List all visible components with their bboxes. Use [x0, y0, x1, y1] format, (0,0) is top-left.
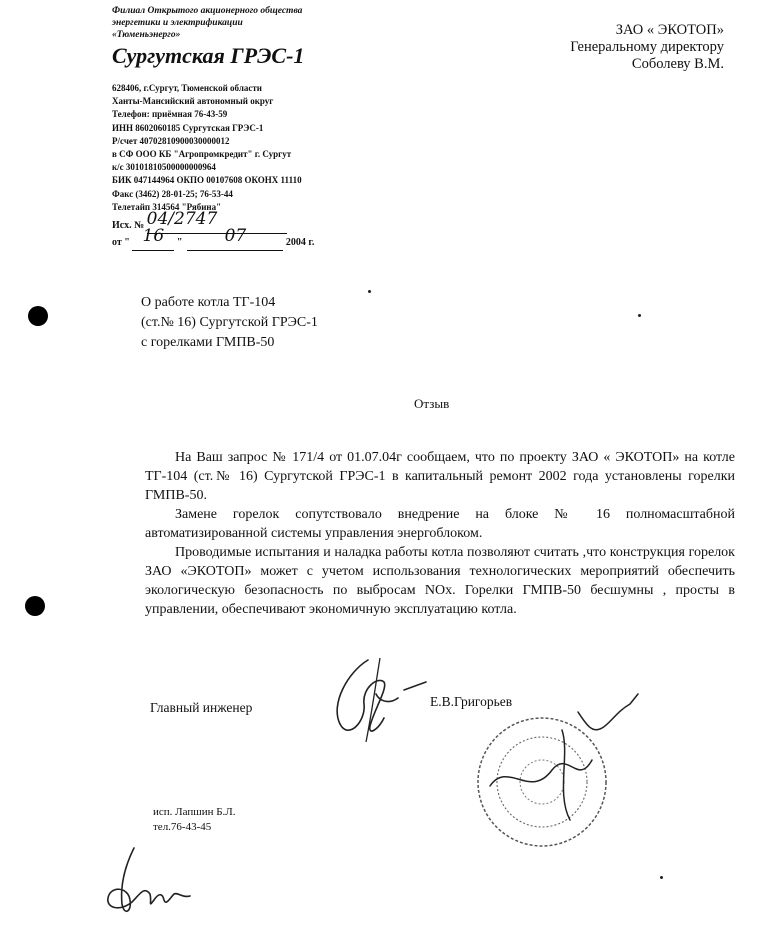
recipient-block [570, 22, 724, 73]
recipient-line: Генеральному директору [570, 39, 724, 55]
sender-detail-line: в СФ ООО КБ "Агропромкредит" г. Сургут [112, 149, 292, 160]
outgoing-number-value: 04/2747 [146, 209, 218, 229]
sender-detail-line: Телефон: приёмная 76-43-59 [112, 109, 228, 120]
sender-org [112, 5, 302, 41]
sender-org-line: Филиал Открытого акционерного общества [112, 6, 303, 16]
document-title: Отзыв [414, 396, 450, 411]
subject-line: с горелками ГМПВ-50 [141, 335, 275, 350]
paragraph: Проводимые испытания и наладка работы котла позволяют считать ,что конструкция горелок ЗАО «ЭКОТОП» может с учетом использования технологических мероприятий обеспечить экологическую безопасность по выбросам NOx. Горелки ГМПВ-50 бесшумны , просты в управлении, обеспечивают экономичную эксплуатацию котла. [145, 545, 735, 617]
handwritten-signature-icon [318, 652, 428, 747]
sender-org-line: «Тюменьэнерго» [112, 30, 181, 40]
sender-detail-line: Ханты-Мансийский автономный округ [112, 96, 274, 107]
date-label: от " [112, 237, 130, 248]
outgoing-number-label: Исх. № [112, 220, 145, 231]
executor-phone: тел.76-43-45 [153, 821, 212, 833]
recipient-line: ЗАО « ЭКОТОП» [615, 22, 724, 38]
date-month-field [187, 226, 283, 251]
sender-details [112, 82, 302, 214]
scan-speck [660, 876, 663, 879]
paragraph: Замене горелок сопутствовало внедрение на блоке № 16 полномасштабной автоматизированной системы управления энергоблоком. [145, 507, 735, 541]
sender-detail-line: ИНН 8602060185 Сургутская ГРЭС-1 [112, 122, 264, 133]
executor-block [153, 805, 236, 835]
sender-name: Сургутская ГРЭС-1 [112, 43, 305, 68]
sender-detail-line: к/с 30101810500000000964 [112, 162, 216, 173]
executor-name: исп. Лапшин Б.Л. [153, 806, 236, 818]
sender-detail-line: 628406, г.Сургут, Тюменской области [112, 83, 262, 93]
signatory-title: Главный инженер [150, 700, 253, 715]
subject-line: О работе котла ТГ-104 [141, 295, 276, 310]
recipient-line: Соболеву В.М. [631, 56, 724, 72]
sender-detail-line: БИК 047144964 ОКПО 00107608 ОКОНХ 11110 [112, 175, 302, 186]
date-day-field [132, 226, 174, 251]
punch-hole-top [28, 306, 48, 326]
paragraph: На Ваш запрос № 171/4 от 01.07.04г сообщаем, что по проекту ЗАО « ЭКОТОП» на котле ТГ-104 (ст.№ 16) Сургутской ГРЭС-1 в капитальный ремонт 2002 года установлены горелки ГМПВ-50. [145, 450, 735, 503]
sender-detail-line: Р/счет 40702810900030000012 [112, 135, 230, 146]
date-year: 2004 г. [285, 237, 315, 248]
sender-org-line: энергетики и электрификации [112, 18, 243, 28]
subject-block [141, 293, 318, 353]
subject-line: (ст.№ 16) Сургутской ГРЭС-1 [141, 315, 318, 330]
scan-speck [638, 314, 641, 317]
signatory-name: Е.В.Григорьев [430, 694, 513, 709]
sender-detail-line: Факс (3462) 28-01-25; 76-53-44 [112, 188, 233, 199]
official-stamp-icon [460, 690, 660, 860]
sender-detail-line: Телетайп 314564 "Рябина" [112, 201, 222, 212]
date-day-value: 16 [142, 226, 165, 246]
scan-speck [368, 290, 371, 293]
executor-initials-signature-icon [100, 842, 200, 922]
outgoing-date-row: от " 16 " 07 2004 г. [112, 230, 314, 251]
punch-hole-bottom [25, 596, 45, 616]
letter-body [145, 448, 735, 619]
date-month-value: 07 [224, 226, 247, 246]
